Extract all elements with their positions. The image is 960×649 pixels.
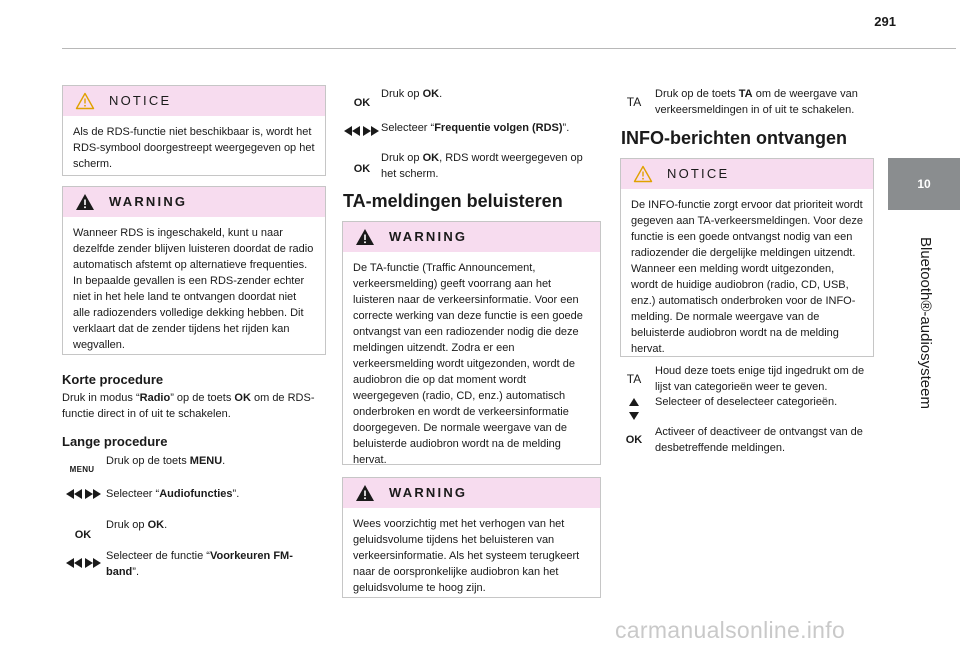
notice-box-info — [620, 158, 874, 357]
ta-step-1: Druk op de toets TA om de weergave van verkeersmeldingen in of uit te schakelen. — [655, 88, 858, 116]
notice-body: Als de RDS-functie niet beschikbaar is, wordt het RDS-symbool doorgestreept weergegeven op het scherm. — [73, 126, 315, 170]
warning-icon — [75, 193, 95, 211]
warning-box-ta — [342, 221, 601, 465]
info-step-2: Selecteer of deselecteer categorieën. — [655, 396, 838, 408]
info-section-heading: INFO-berichten ontvangen — [621, 128, 848, 148]
warning-label: WARNING — [389, 485, 468, 500]
info-step-1: Houd deze toets enige tijd ingedrukt om de lijst van categorieën weer te geven. — [655, 365, 865, 393]
ok-button-icon[interactable]: OK — [353, 163, 371, 175]
info-step-3: Activeer of deactiveer de ontvangst van de desbetreffende meldingen. — [655, 426, 863, 454]
lange-step-3: Druk op OK. — [106, 519, 168, 531]
warning-label: WARNING — [109, 194, 188, 209]
lange-procedure-heading: Lange procedure — [62, 434, 168, 449]
left-right-arrows-icon[interactable] — [66, 489, 100, 503]
ok-button-icon[interactable]: OK — [74, 529, 92, 541]
warning-box-volume — [342, 477, 601, 598]
rds-step-3: Druk op OK, RDS wordt weergegeven op het scherm. — [381, 152, 583, 180]
lange-step-4: Selecteer de functie “Voorkeuren FM-band”. — [106, 550, 293, 578]
ok-button-icon[interactable]: OK — [625, 434, 643, 446]
warning-body: De TA-functie (Traffic Announcement, verkeersmelding) geeft voorrang aan het luisteren naar de verkeersinformatie. Voor een correcte werking van deze functie is een goede ontvangst van een radiozender nodig die deze meldingen uitzendt. Zodra er een verkeersmelding wordt uitgezonden, wordt de audiobron die op dat moment wordt weergegeven (radio, CD, enz.) automatisch onderbroken en wordt de verkeersinformatie doorgegeven. De normale weergave van de beluisterde audiobron wordt na de melding hervat. — [353, 262, 583, 466]
ta-button-icon[interactable]: TA — [626, 95, 642, 109]
notice-header — [621, 159, 873, 189]
warning-body: Wanneer RDS is ingeschakeld, kunt u naar dezelfde zender blijven luisteren doordat de radio automatisch afstemt op alternatieve frequenties. In bepaalde gevallen is een RDS-zender echter niet in het hele land te ontvangen doordat niet alle radiozenders volledige dekking hebben. Dit verklaart dat de zender tijdens het rijden kan wegvallen. — [73, 227, 314, 351]
left-right-arrows-icon[interactable] — [343, 126, 379, 140]
warning-header — [63, 187, 325, 217]
warning-header — [343, 478, 600, 508]
notice-body: De INFO-functie zorgt ervoor dat prioriteit wordt gegeven aan TA-verkeersmeldingen. Voor deze functie is een goede ontvangst nodig van een radiozender die dergelijke meldingen uitzendt. Wanneer een melding wordt uitgezonden, wordt de huidige audiobron (radio, CD, USB, enz.) automatisch onderbroken voor de INFO-melding. De normale weergave van de beluisterde audiobron wordt na de melding hervat. — [631, 199, 863, 355]
warning-label: WARNING — [389, 229, 468, 244]
left-right-arrows-icon[interactable] — [66, 558, 100, 572]
ta-section-heading: TA-meldingen beluisteren — [343, 191, 563, 211]
notice-label: NOTICE — [109, 93, 172, 108]
notice-label: NOTICE — [667, 166, 730, 181]
notice-box-rds — [62, 85, 326, 176]
korte-procedure-heading: Korte procedure — [62, 372, 164, 387]
lange-step-2: Selecteer “Audiofuncties”. — [106, 488, 240, 500]
korte-procedure-text: Druk in modus “Radio” op de toets OK om de RDS-functie direct in of uit te schakelen. — [62, 392, 315, 420]
header-divider — [62, 48, 956, 49]
rds-step-2: Selecteer “Frequentie volgen (RDS)”. — [381, 122, 570, 134]
chapter-title: Bluetooth®-audiosysteem — [917, 237, 934, 409]
warning-icon — [355, 484, 375, 502]
warning-outline-icon — [75, 92, 95, 110]
warning-body: Wees voorzichtig met het verhogen van het geluidsvolume tijdens het beluisteren van verkeersinformatie. Als het systeem terugkeert naar de oorspronkelijke audiobron kan het geluidsvolume te hoog zijn. — [353, 518, 580, 594]
warning-outline-icon — [633, 165, 653, 183]
chapter-tab[interactable]: 10 — [888, 158, 960, 210]
warning-header — [343, 222, 600, 252]
ok-button-icon[interactable]: OK — [353, 97, 371, 109]
page-number: 291 — [874, 14, 896, 29]
notice-header — [63, 86, 325, 116]
rds-step-1: Druk op OK. — [381, 88, 443, 100]
watermark: carmanualsonline.info — [615, 617, 846, 643]
lange-step-1: Druk op de toets MENU. — [106, 455, 226, 467]
up-down-arrows-icon[interactable] — [624, 398, 644, 420]
ta-button-icon[interactable]: TA — [626, 372, 642, 386]
menu-button-icon[interactable]: MENU — [69, 465, 95, 474]
warning-box-rds — [62, 186, 326, 355]
warning-icon — [355, 228, 375, 246]
